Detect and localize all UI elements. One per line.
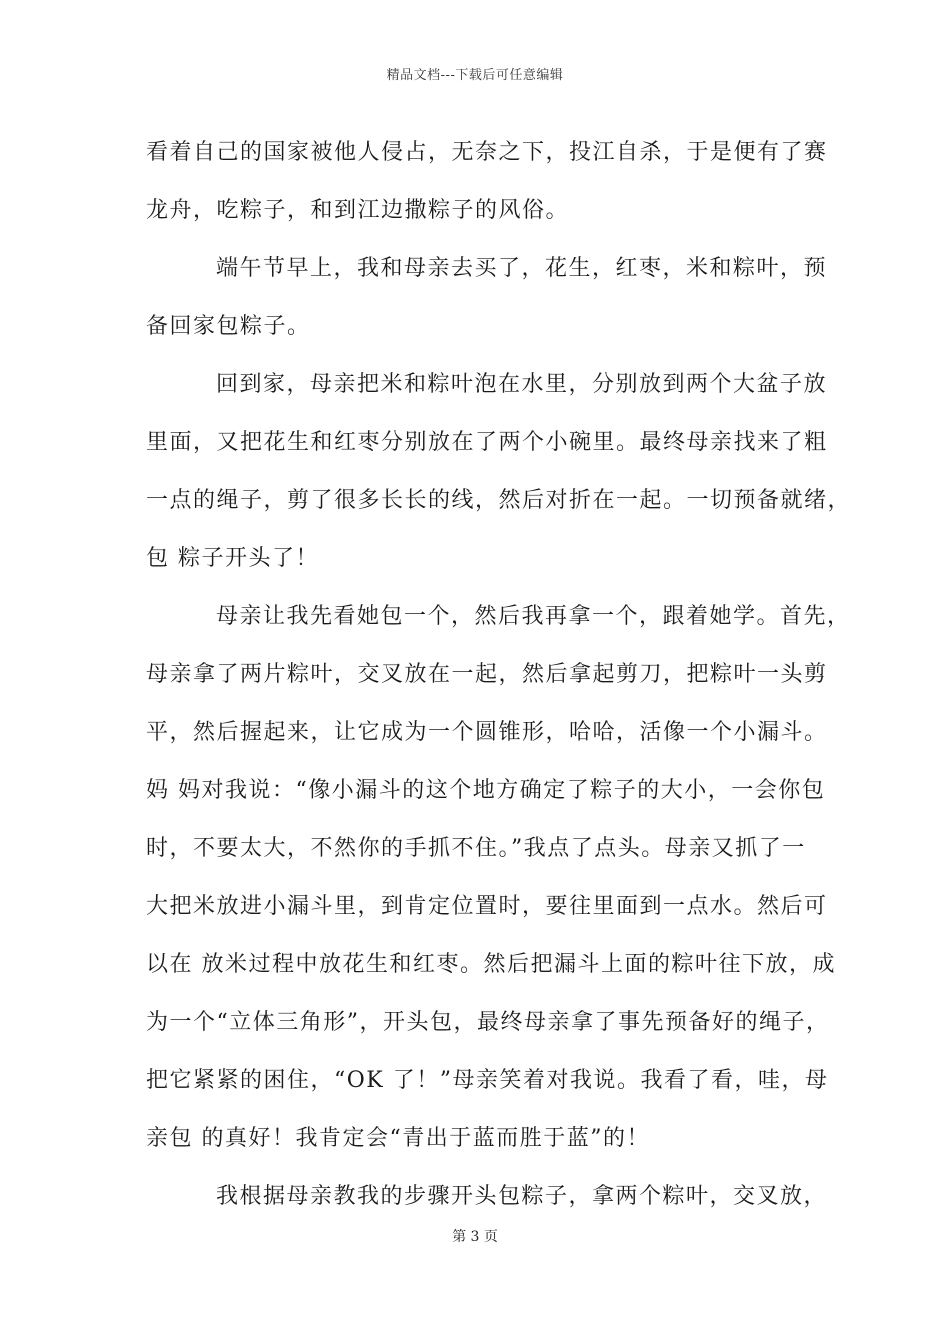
- paragraph-start-line: 我根据母亲教我的步骤开头包粽子，拿两个粽叶，交叉放，: [216, 1184, 828, 1209]
- text-line: 以在 放米过程中放花生和红枣。然后把漏斗上面的粽叶往下放，成: [146, 952, 836, 977]
- text-line: 为一个“立体三角形”，开头包，最终母亲拿了事先预备好的绳子，: [146, 1010, 830, 1035]
- text-line: 平，然后握起来，让它成为一个圆锥形，哈哈，活像一个小漏斗。: [146, 720, 828, 745]
- text-line: 里面，又把花生和红枣分别放在了两个小碗里。最终母亲找来了粗: [146, 430, 828, 455]
- text-line: 把它紧紧的困住，“OK 了！”母亲笑着对我说。我看了看，哇，母: [146, 1068, 829, 1093]
- paragraph-start-line: 端午节早上，我和母亲去买了，花生，红枣，米和粽叶，预: [216, 256, 828, 281]
- text-line: 妈 妈对我说：“像小漏斗的这个地方确定了粽子的大小，一会你包: [146, 778, 826, 803]
- text-line: 一点的绳子，剪了很多长长的线，然后对折在一起。一切预备就绪，: [146, 488, 852, 513]
- text-line: 龙舟，吃粽子，和到江边撒粽子的风俗。: [146, 198, 570, 223]
- text-line: 母亲拿了两片粽叶，交叉放在一起，然后拿起剪刀，把粽叶一头剪: [146, 662, 828, 687]
- text-line: 包 粽子开头了！: [146, 546, 319, 571]
- page-header: 精品文档---下载后可任意编辑: [386, 68, 564, 83]
- document-body: [146, 124, 852, 1226]
- page-number: 第 3 页: [452, 1229, 498, 1245]
- text-line: 备回家包粽子。: [146, 314, 311, 339]
- text-line: 大把米放进小漏斗里，到肯定位置时，要往里面到一点水。然后可: [146, 894, 828, 919]
- text-line: 看着自己的国家被他人侵占，无奈之下，投江自杀，于是便有了赛: [146, 140, 828, 165]
- text-line: 亲包 的真好！我肯定会“青出于蓝而胜于蓝”的！: [146, 1126, 650, 1151]
- text-line: 时，不要太大，不然你的手抓不住。”我点了点头。母亲又抓了一: [146, 836, 806, 861]
- paragraph-start-line: 回到家，母亲把米和粽叶泡在水里，分别放到两个大盆子放: [216, 372, 828, 397]
- paragraph-start-line: 母亲让我先看她包一个，然后我再拿一个，跟着她学。首先，: [216, 604, 851, 629]
